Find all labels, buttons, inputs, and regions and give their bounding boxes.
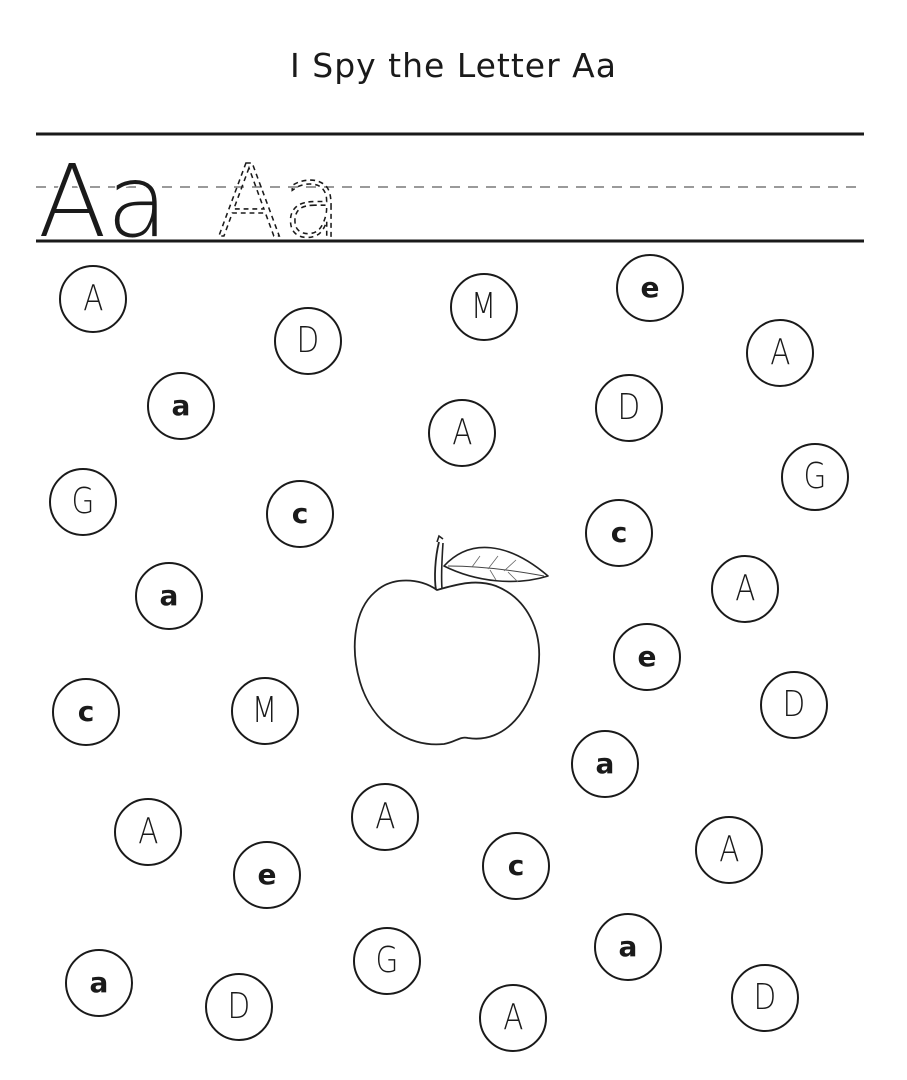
letter-circle[interactable] <box>233 841 301 909</box>
letter-circle-text: M <box>252 690 278 731</box>
letter-circle-text: a <box>89 966 109 999</box>
letter-circle[interactable] <box>135 562 203 630</box>
letter-circle[interactable] <box>585 499 653 567</box>
letter-circle[interactable] <box>428 399 496 467</box>
trace-solid-letters: Aa <box>38 143 168 260</box>
letter-circle-text: a <box>618 930 638 963</box>
letter-circle-text: c <box>77 695 95 728</box>
letter-circle[interactable] <box>65 949 133 1017</box>
letter-circle[interactable] <box>731 964 799 1032</box>
letter-circle[interactable] <box>594 913 662 981</box>
letter-circle[interactable] <box>571 730 639 798</box>
letter-circle[interactable] <box>781 443 849 511</box>
letter-circle[interactable] <box>479 984 547 1052</box>
letter-circle[interactable] <box>695 816 763 884</box>
trace-dashed-letters: Aa <box>216 143 342 260</box>
letter-circle[interactable] <box>114 798 182 866</box>
letter-circle[interactable] <box>760 671 828 739</box>
letter-circle-text: D <box>296 320 320 361</box>
letter-circle-text: G <box>71 481 95 522</box>
letter-circle-text: c <box>291 497 309 530</box>
letter-circle-text: A <box>502 997 524 1038</box>
letter-circle[interactable] <box>353 927 421 995</box>
letter-circle[interactable] <box>711 555 779 623</box>
letter-circle-text: A <box>451 412 473 453</box>
worksheet-title: I Spy the Letter Aa <box>290 46 617 85</box>
letter-circle-text: A <box>718 829 740 870</box>
letter-circle-text: a <box>171 389 191 422</box>
letter-circle-text: A <box>734 568 756 609</box>
letter-circle-text: A <box>769 332 791 373</box>
letter-circle[interactable] <box>351 783 419 851</box>
letter-circle-text: D <box>227 986 251 1027</box>
letter-circle[interactable] <box>266 480 334 548</box>
letter-circle[interactable] <box>616 254 684 322</box>
letter-circle-text: D <box>782 684 806 725</box>
letter-circle-text: e <box>257 858 277 891</box>
letter-circle[interactable] <box>147 372 215 440</box>
letter-circle-text: a <box>595 747 615 780</box>
letter-circle[interactable] <box>595 374 663 442</box>
letter-circle-text: D <box>753 977 777 1018</box>
letter-circle-text: A <box>374 796 396 837</box>
letter-circle[interactable] <box>450 273 518 341</box>
letter-circle-text: G <box>375 940 399 981</box>
letter-circle[interactable] <box>482 832 550 900</box>
letter-circle-text: c <box>507 849 525 882</box>
letter-circle-text: A <box>82 278 104 319</box>
letter-circle[interactable] <box>746 319 814 387</box>
letter-circle[interactable] <box>274 307 342 375</box>
letter-circle-text: c <box>610 516 628 549</box>
letter-circle-text: e <box>640 271 660 304</box>
letter-circle-text: A <box>137 811 159 852</box>
letter-circle[interactable] <box>205 973 273 1041</box>
letter-circle-text: D <box>617 387 641 428</box>
letter-circle-text: M <box>471 286 497 327</box>
letter-circle[interactable] <box>231 677 299 745</box>
letter-circle[interactable] <box>49 468 117 536</box>
letter-circle[interactable] <box>52 678 120 746</box>
letter-circle-text: G <box>803 456 827 497</box>
letter-circle[interactable] <box>613 623 681 691</box>
letter-circle-text: e <box>637 640 657 673</box>
letter-circle[interactable] <box>59 265 127 333</box>
letter-circle-text: a <box>159 579 179 612</box>
